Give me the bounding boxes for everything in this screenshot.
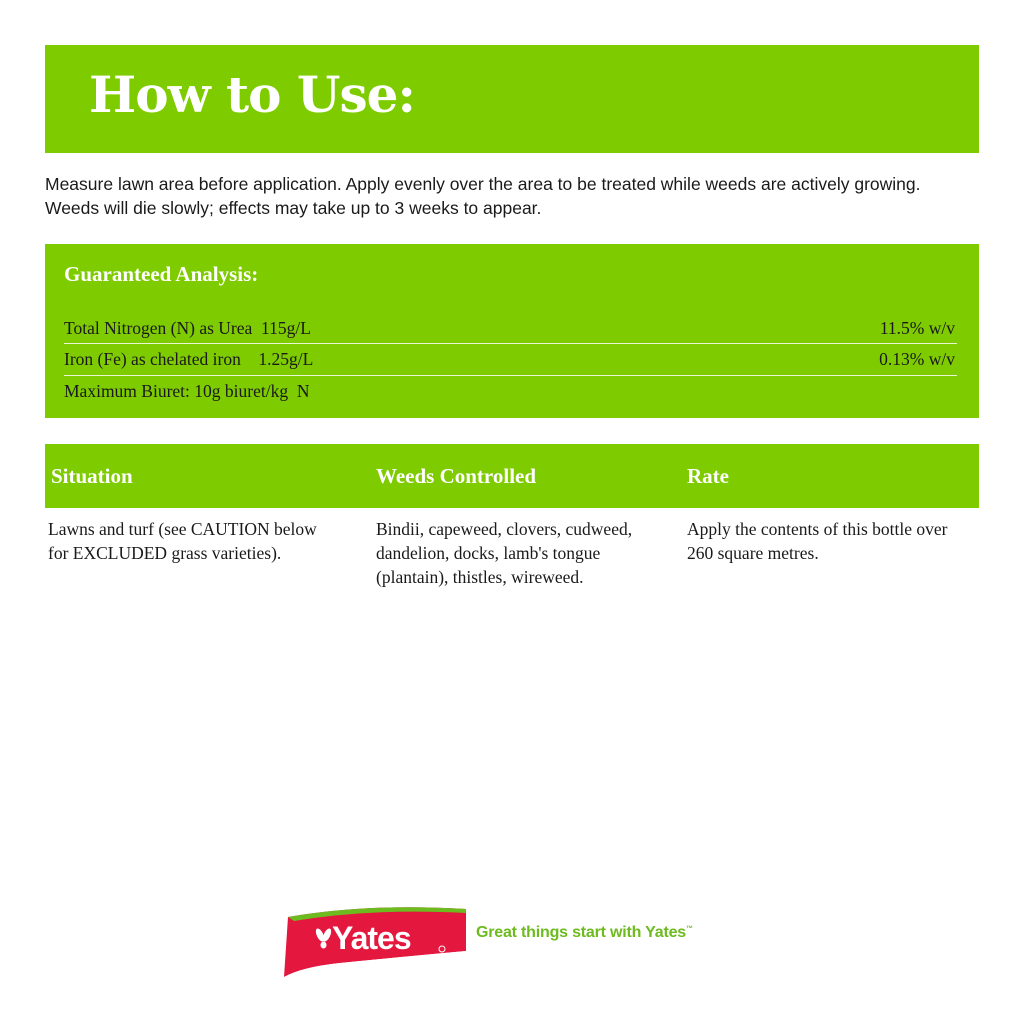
page-title: How to Use: xyxy=(89,65,415,124)
analysis-label: Maximum Biuret: 10g biuret/kg N xyxy=(64,381,310,401)
tagline-text: Great things start with Yates xyxy=(476,924,686,941)
usage-table-header xyxy=(45,444,979,508)
trademark-symbol: ™ xyxy=(685,925,693,933)
cell-situation: Lawns and turf (see CAUTION below for EXCLUDED grass varieties). xyxy=(48,519,317,563)
analysis-row xyxy=(64,313,957,343)
column-header-situation: Situation xyxy=(51,464,133,488)
cell-rate: Apply the contents of this bottle over 260 square metres. xyxy=(687,519,948,563)
yates-logo xyxy=(280,905,470,980)
column-header-weeds: Weeds Controlled xyxy=(376,464,537,488)
analysis-title: Guaranteed Analysis: xyxy=(64,262,259,286)
intro-paragraph: Measure lawn area before application. Apply evenly over the area to be treated while weeds are actively growing. Weeds will die slowly; effects may take up to 3 weeks to appear. xyxy=(45,174,921,218)
analysis-label: Iron (Fe) as chelated iron 1.25g/L xyxy=(64,349,314,369)
cell-weeds-controlled: Bindii, capeweed, clovers, cudweed, dandelion, docks, lamb's tongue (plantain), thistles, wireweed. xyxy=(376,519,633,587)
analysis-row xyxy=(64,343,957,375)
logo-wordmark: Yates xyxy=(332,920,411,956)
analysis-row xyxy=(64,375,957,407)
analysis-label: Total Nitrogen (N) as Urea 115g/L xyxy=(64,317,311,338)
analysis-value: 11.5% w/v xyxy=(879,317,955,338)
column-header-rate: Rate xyxy=(687,464,729,488)
analysis-value: 0.13% w/v xyxy=(879,349,955,369)
guaranteed-analysis-panel xyxy=(45,244,979,418)
tagline xyxy=(476,924,693,942)
how-to-use-banner xyxy=(45,45,979,153)
